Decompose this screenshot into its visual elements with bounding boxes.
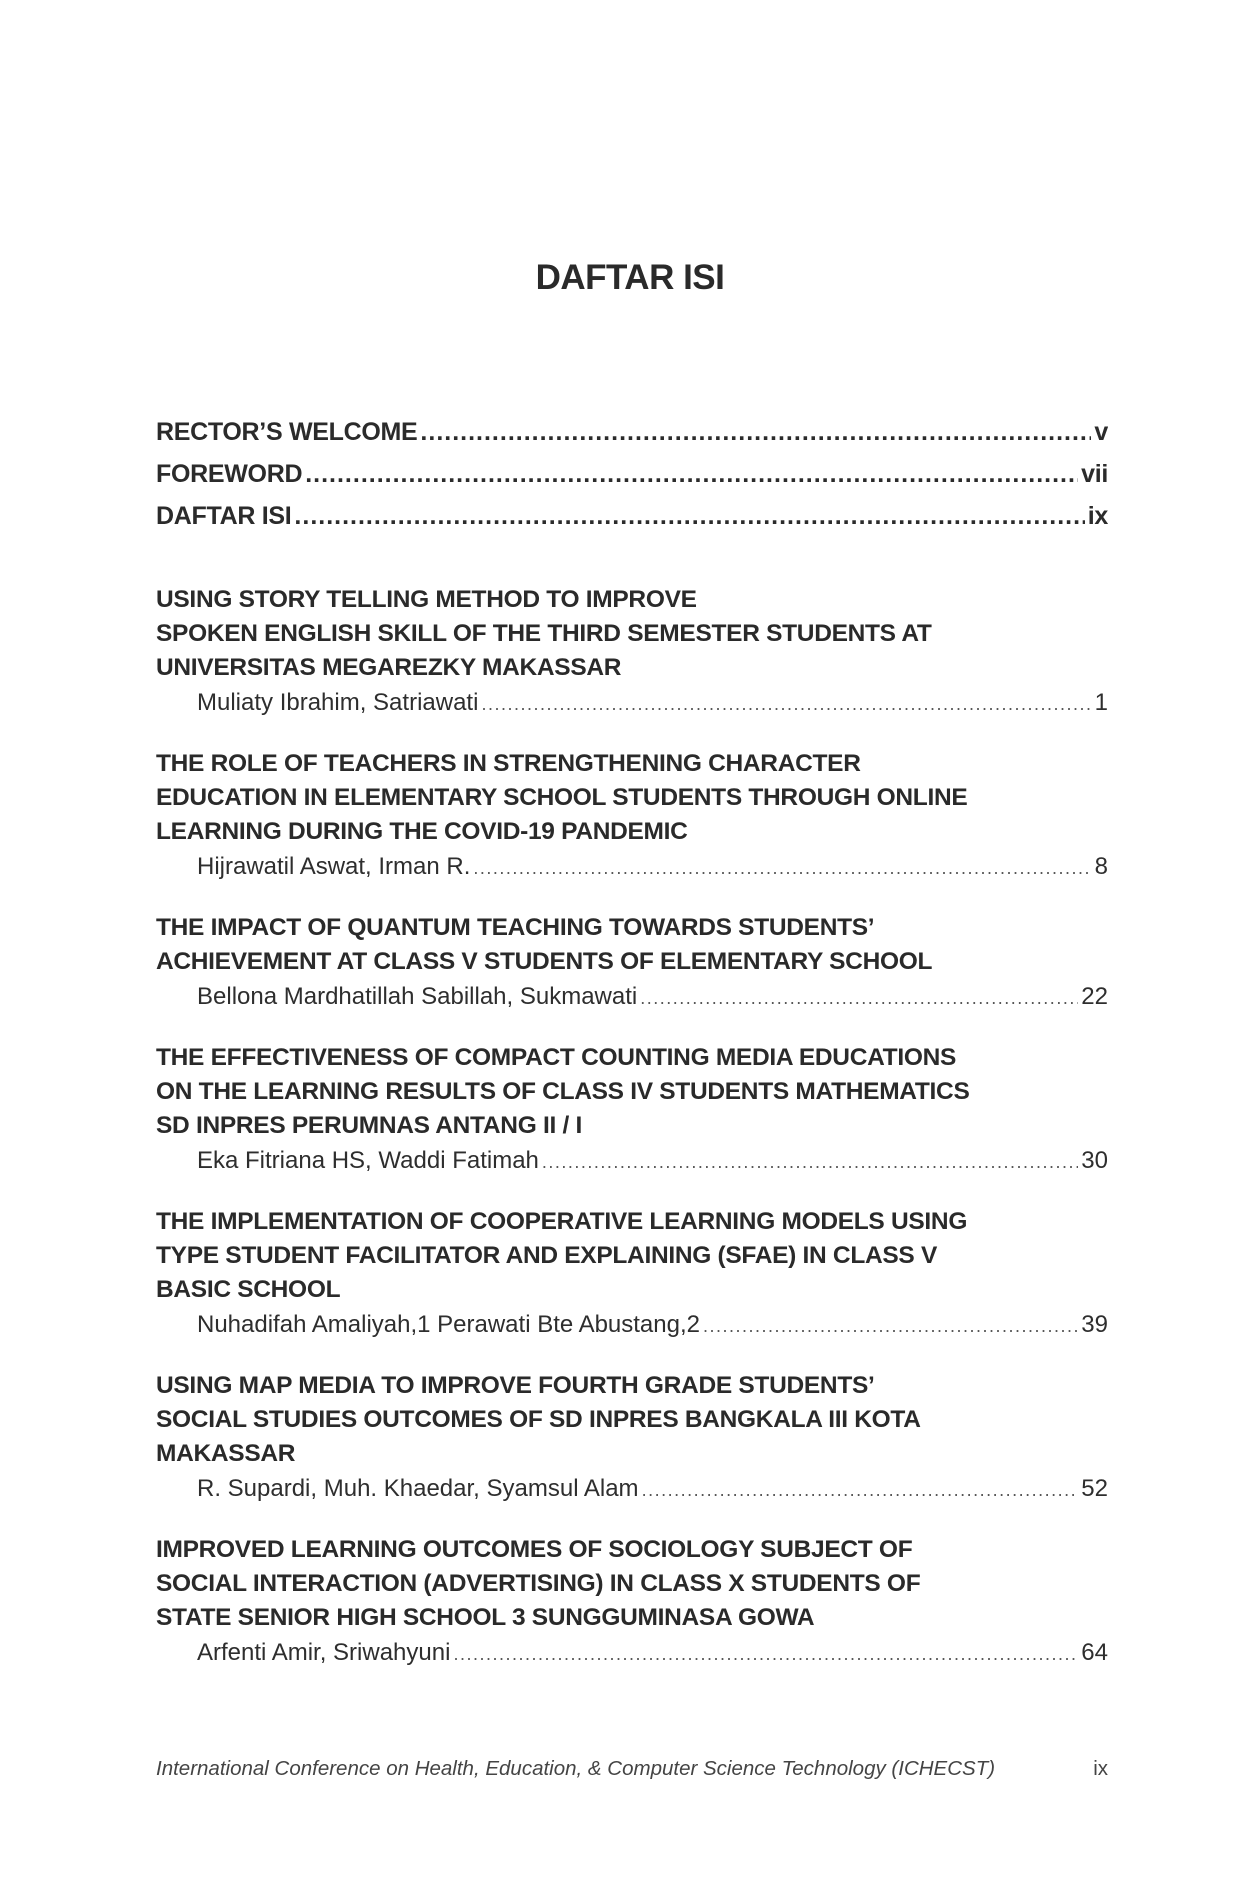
article-authors: Hijrawatil Aswat, Irman R. — [197, 853, 471, 880]
article-title — [156, 1369, 1108, 1471]
article-authors-row — [197, 1311, 1108, 1351]
article-title-line: STATE SENIOR HIGH SCHOOL 3 SUNGGUMINASA GOWA — [156, 1604, 815, 1631]
article-title-line: USING MAP MEDIA TO IMPROVE FOURTH GRADE STUDENTS’ — [156, 1372, 875, 1399]
article-authors: Eka Fitriana HS, Waddi Fatimah — [197, 1147, 539, 1174]
article-entry[interactable] — [156, 1041, 1108, 1187]
article-title-line: EDUCATION IN ELEMENTARY SCHOOL STUDENTS THROUGH ONLINE — [156, 784, 968, 811]
article-title-line: THE EFFECTIVENESS OF COMPACT COUNTING MEDIA EDUCATIONS — [156, 1044, 957, 1071]
article-entry[interactable] — [156, 911, 1108, 1023]
article-title-line: UNIVERSITAS MEGAREZKY MAKASSAR — [156, 654, 622, 681]
article-page: 52 — [1081, 1475, 1108, 1502]
article-entry[interactable] — [156, 1533, 1108, 1679]
article-title-line: LEARNING DURING THE COVID-19 PANDEMIC — [156, 818, 688, 845]
article-title-line: USING STORY TELLING METHOD TO IMPROVE — [156, 586, 697, 613]
article-authors-row — [197, 983, 1108, 1023]
dot-leader — [481, 694, 1091, 715]
article-title — [156, 911, 1108, 979]
article-authors-row — [197, 1475, 1108, 1515]
article-authors-row — [197, 1639, 1108, 1679]
article-title-line: THE ROLE OF TEACHERS IN STRENGTHENING CHARACTER — [156, 750, 861, 777]
article-title-line: SPOKEN ENGLISH SKILL OF THE THIRD SEMESTER STUDENTS AT — [156, 620, 932, 647]
dot-leader — [642, 1480, 1079, 1501]
article-authors: Muliaty Ibrahim, Satriawati — [197, 689, 479, 716]
article-title-line: THE IMPLEMENTATION OF COOPERATIVE LEARNING MODELS USING — [156, 1208, 968, 1235]
article-title-line: THE IMPACT OF QUANTUM TEACHING TOWARDS STUDENTS’ — [156, 914, 875, 941]
article-title-line: SD INPRES PERUMNAS ANTANG II / I — [156, 1112, 582, 1139]
dot-leader — [473, 858, 1091, 879]
article-authors: Bellona Mardhatillah Sabillah, Sukmawati — [197, 983, 638, 1010]
dot-leader — [294, 502, 1084, 531]
article-title — [156, 583, 1108, 685]
article-title-line: BASIC SCHOOL — [156, 1276, 341, 1303]
article-entry[interactable] — [156, 747, 1108, 893]
toc-entry-page: vii — [1081, 460, 1108, 488]
toc-entry-label: RECTOR’S WELCOME — [156, 418, 418, 446]
dot-leader — [420, 418, 1091, 447]
toc-entry-foreword[interactable] — [156, 460, 1108, 502]
toc-entry-daftar-isi[interactable] — [156, 502, 1108, 544]
article-title — [156, 747, 1108, 849]
article-title-line: TYPE STUDENT FACILITATOR AND EXPLAINING (SFAE) IN CLASS V — [156, 1242, 938, 1269]
article-title-line: SOCIAL STUDIES OUTCOMES OF SD INPRES BANGKALA III KOTA — [156, 1406, 921, 1433]
page-title: DAFTAR ISI — [535, 258, 725, 297]
toc-entry-label: DAFTAR ISI — [156, 502, 292, 530]
toc-entry-page: v — [1094, 418, 1108, 446]
article-page: 64 — [1081, 1639, 1108, 1666]
article-entry[interactable] — [156, 1369, 1108, 1515]
dot-leader — [542, 1152, 1078, 1173]
article-title-line: MAKASSAR — [156, 1440, 296, 1467]
article-page: 8 — [1094, 853, 1108, 880]
dot-leader — [453, 1644, 1078, 1665]
article-page: 39 — [1081, 1311, 1108, 1338]
article-authors: Arfenti Amir, Sriwahyuni — [197, 1639, 451, 1666]
dot-leader — [703, 1316, 1078, 1337]
dot-leader — [640, 988, 1078, 1009]
toc-entry-page: ix — [1087, 502, 1108, 530]
footer-conference-name: International Conference on Health, Education, & Computer Science Technology (ICHECST) — [156, 1757, 996, 1780]
article-title-line: ON THE LEARNING RESULTS OF CLASS IV STUDENTS MATHEMATICS — [156, 1078, 970, 1105]
toc-entry-rectors-welcome[interactable] — [156, 418, 1108, 460]
article-authors: R. Supardi, Muh. Khaedar, Syamsul Alam — [197, 1475, 639, 1502]
article-entry[interactable] — [156, 1205, 1108, 1351]
article-authors-row — [197, 853, 1108, 893]
article-title — [156, 1041, 1108, 1143]
article-title-line: IMPROVED LEARNING OUTCOMES OF SOCIOLOGY SUBJECT OF — [156, 1536, 913, 1563]
article-page: 1 — [1094, 689, 1108, 716]
article-authors-row — [197, 1147, 1108, 1187]
article-title-line: SOCIAL INTERACTION (ADVERTISING) IN CLASS X STUDENTS OF — [156, 1570, 921, 1597]
dot-leader — [305, 460, 1078, 489]
article-title — [156, 1205, 1108, 1307]
article-authors-row — [197, 689, 1108, 729]
page-footer — [156, 1757, 1108, 1781]
article-authors: Nuhadifah Amaliyah,1 Perawati Bte Abustang,2 — [197, 1311, 700, 1338]
footer-page-number: ix — [1093, 1757, 1108, 1780]
article-entry[interactable] — [156, 583, 1108, 729]
article-list — [156, 583, 1108, 1697]
toc-entry-label: FOREWORD — [156, 460, 303, 488]
article-page: 30 — [1081, 1147, 1108, 1174]
front-matter-list — [156, 418, 1108, 544]
article-title-line: ACHIEVEMENT AT CLASS V STUDENTS OF ELEMENTARY SCHOOL — [156, 948, 933, 975]
article-page: 22 — [1081, 983, 1108, 1010]
article-title — [156, 1533, 1108, 1635]
